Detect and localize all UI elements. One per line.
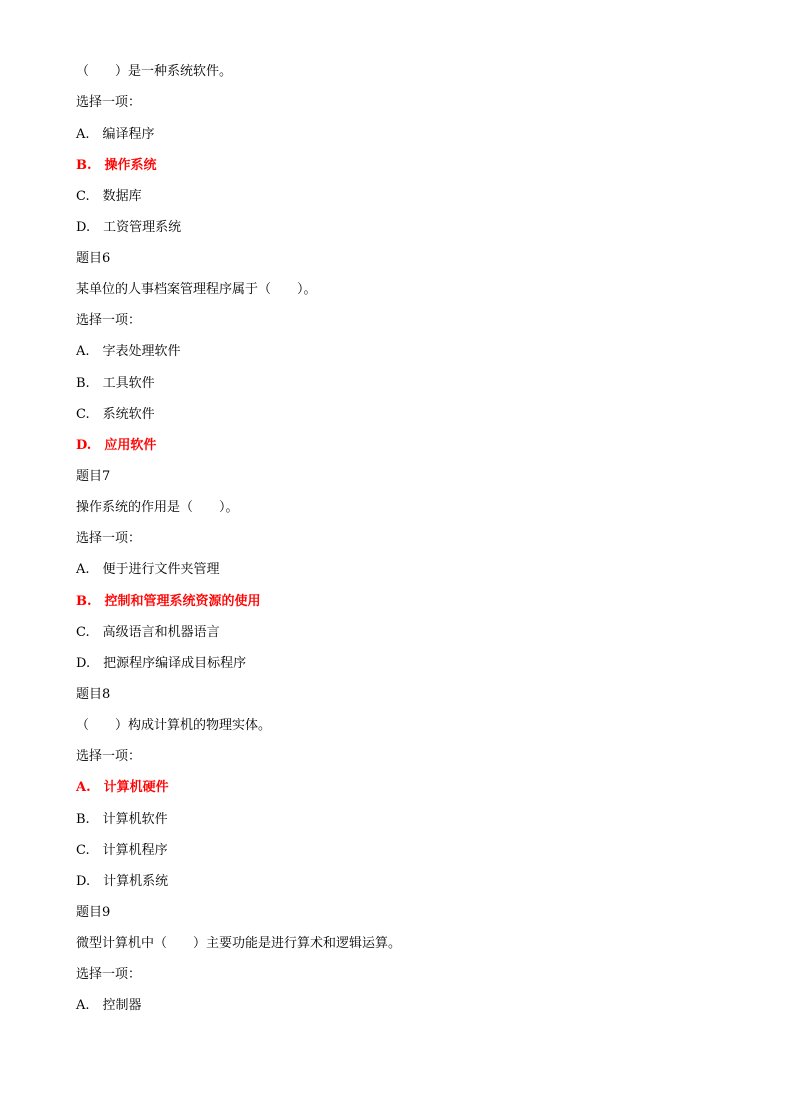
question-6-stem: 某单位的人事档案管理程序属于（ ）。 — [76, 282, 317, 297]
option-d: D. 计算机系统 — [76, 874, 169, 889]
option-c: C. 高级语言和机器语言 — [76, 625, 220, 640]
choose-one-label: 选择一项： — [76, 531, 142, 546]
option-b-correct: B. 控制和管理系统资源的使用 — [76, 594, 261, 609]
option-a: A. 编译程序 — [76, 127, 155, 142]
question-8-stem: （ ）构成计算机的物理实体。 — [76, 718, 272, 733]
choose-one-label: 选择一项： — [76, 749, 142, 764]
option-b: B. 计算机软件 — [76, 812, 168, 827]
option-d-correct: D. 应用软件 — [76, 438, 157, 453]
question-5-stem: （ ）是一种系统软件。 — [76, 64, 233, 79]
choose-one-label: 选择一项： — [76, 967, 142, 982]
option-a-correct: A. 计算机硬件 — [76, 780, 169, 795]
choose-one-label: 选择一项： — [76, 313, 142, 328]
question-7-stem: 操作系统的作用是（ ）。 — [76, 500, 239, 515]
question-7-heading: 题目7 — [76, 469, 111, 484]
option-d: D. 把源程序编译成目标程序 — [76, 656, 247, 671]
option-d: D. 工资管理系统 — [76, 220, 182, 235]
question-9-stem: 微型计算机中（ ）主要功能是进行算术和逻辑运算。 — [76, 936, 402, 951]
question-8-heading: 题目8 — [76, 687, 111, 702]
option-c: C. 系统软件 — [76, 407, 155, 422]
option-b-correct: B. 操作系统 — [76, 158, 157, 173]
option-a: A. 字表处理软件 — [76, 344, 181, 359]
option-a: A. 控制器 — [76, 998, 142, 1013]
option-b: B. 工具软件 — [76, 376, 155, 391]
option-a: A. 便于进行文件夹管理 — [76, 562, 220, 577]
question-9-heading: 题目9 — [76, 905, 111, 920]
question-6-heading: 题目6 — [76, 251, 111, 266]
option-c: C. 计算机程序 — [76, 843, 168, 858]
choose-one-label: 选择一项： — [76, 95, 142, 110]
option-c: C. 数据库 — [76, 189, 142, 204]
